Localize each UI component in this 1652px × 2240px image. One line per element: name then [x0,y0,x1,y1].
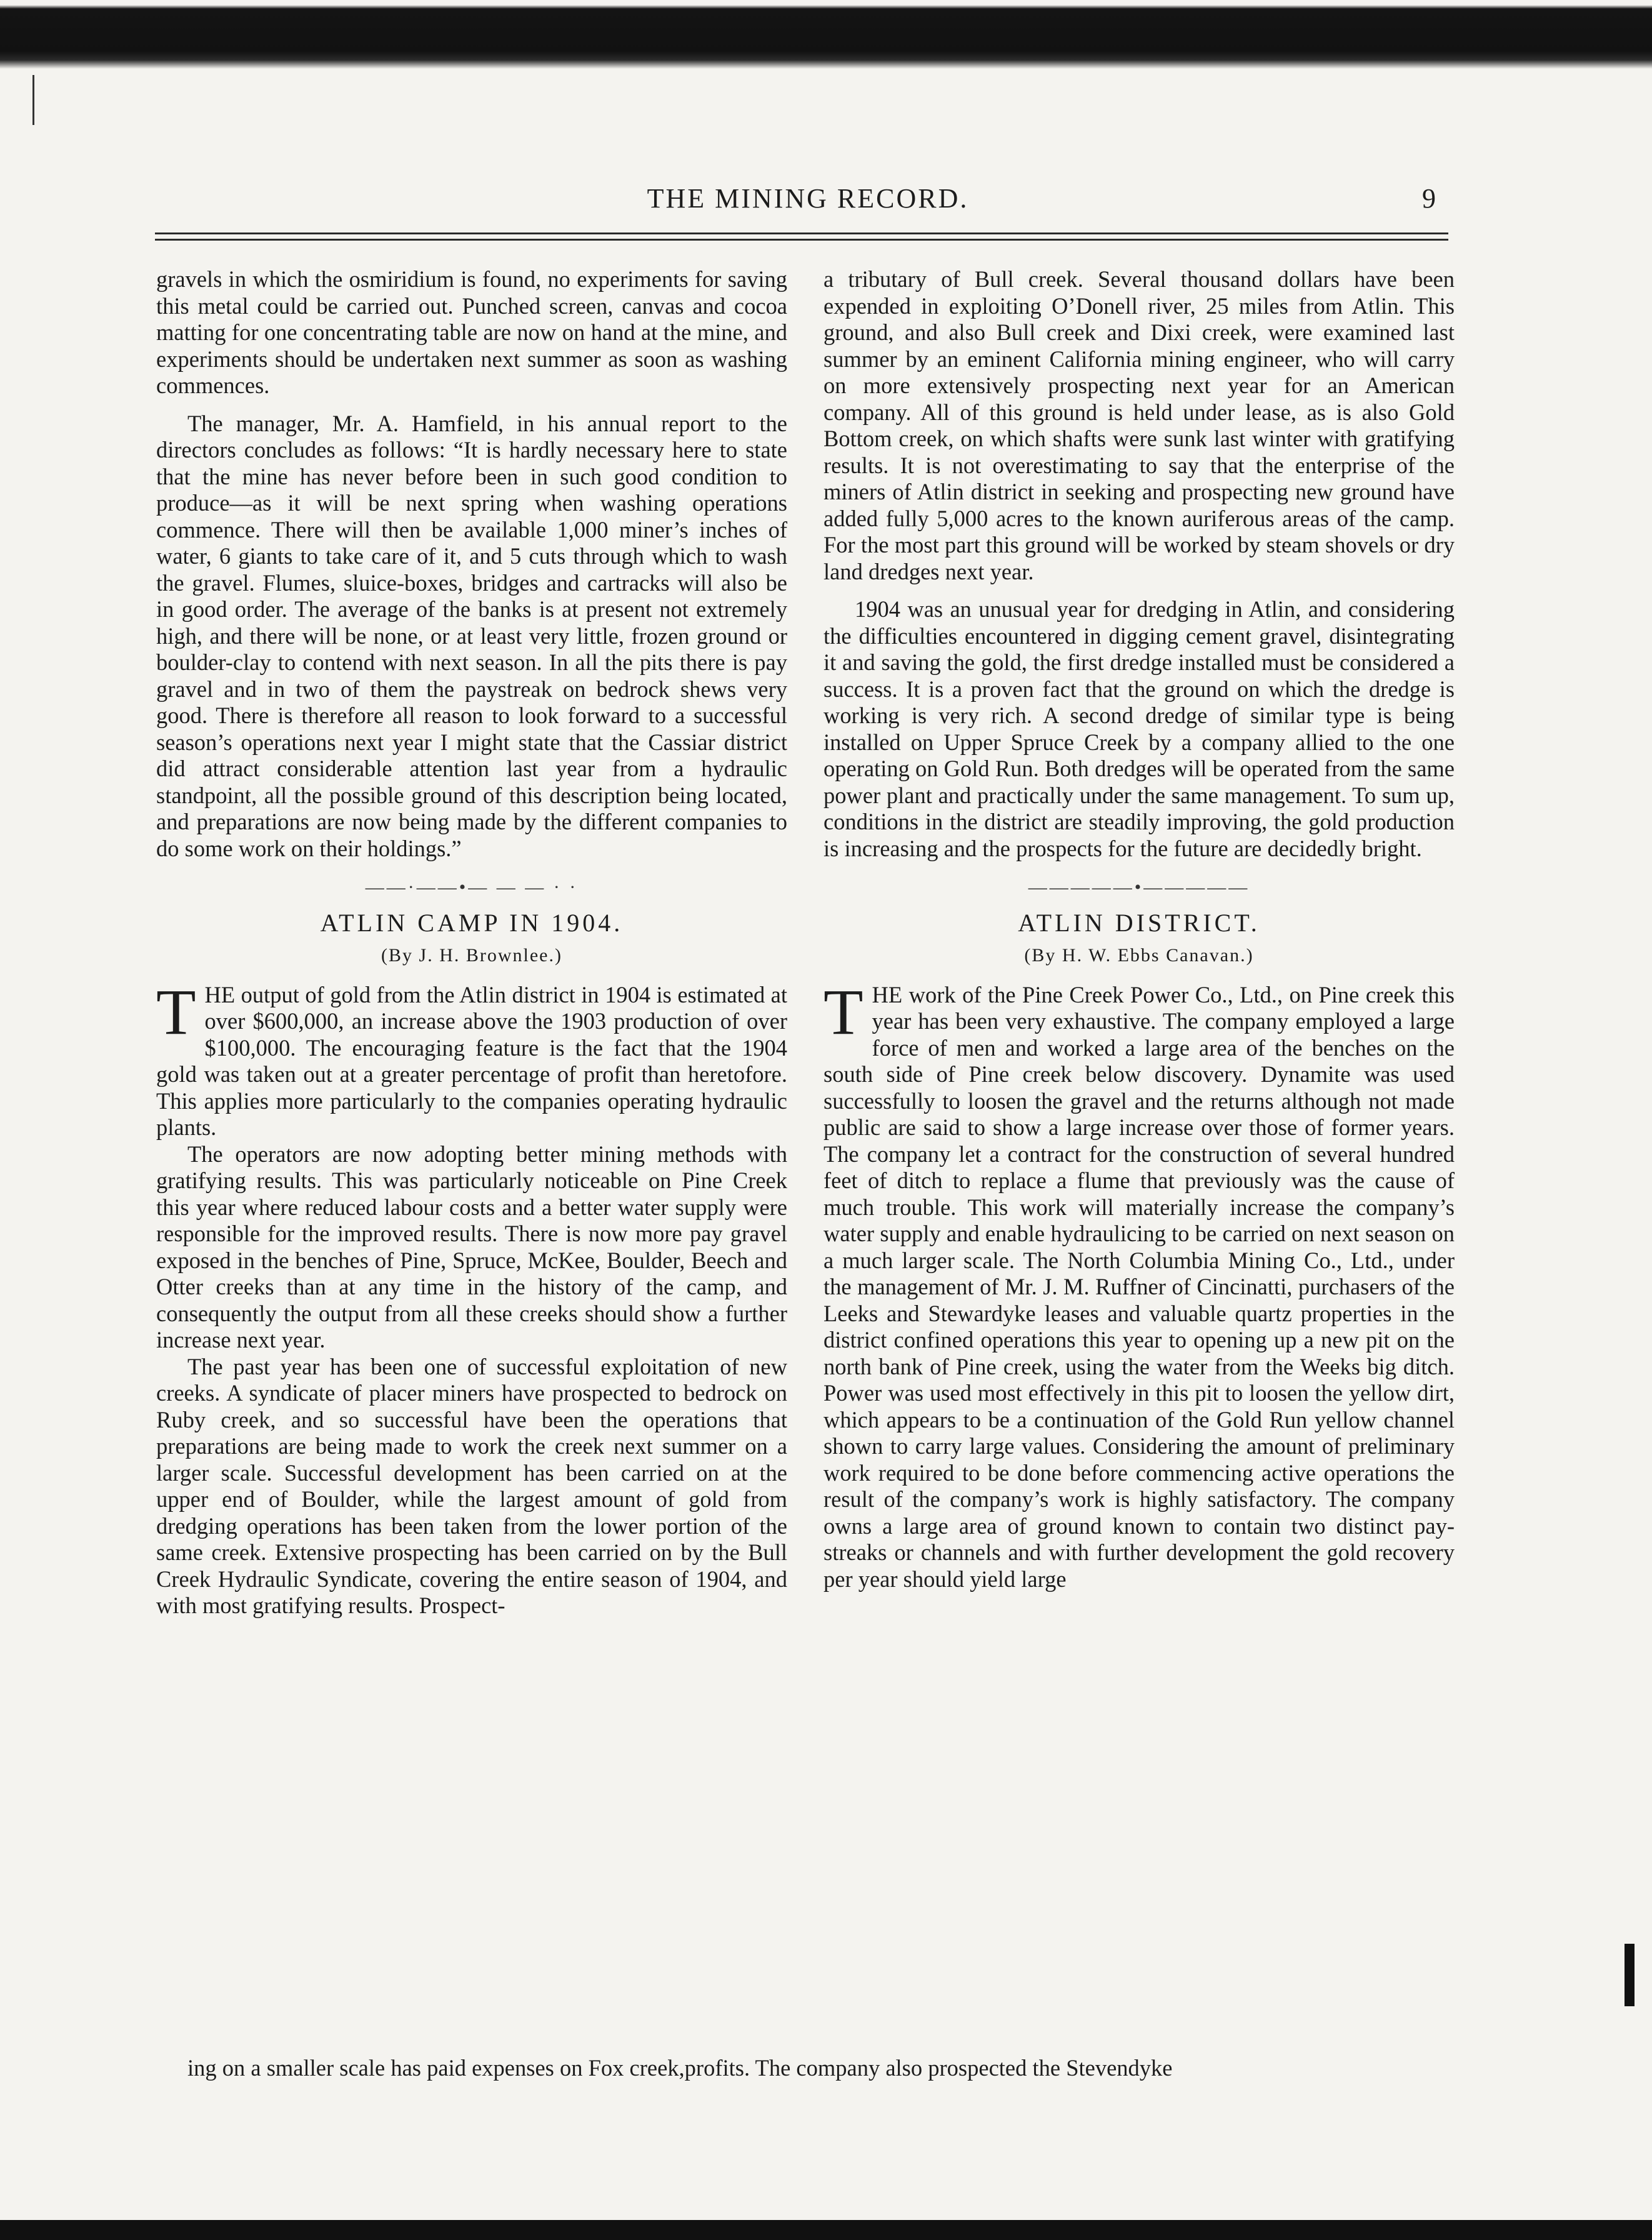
page-number: 9 [1422,183,1436,214]
left-paragraph: gravels in which the osmiridium is found, no experiments for saving this metal could be carried out. Punched screen, canvas and cocoa matting for one concentrating table are now on hand at the mine, and experiments should be undertaken next summer as soon as washing commences. [156,266,787,398]
dropcap: T [156,976,196,1048]
section-separator: —————•————— [1028,877,1250,898]
header-rule-top [155,232,1448,234]
page-header [155,182,1461,226]
left-last-line: ing on a smaller scale has paid expenses on Fox creek, [187,2055,685,2081]
running-title: THE MINING RECORD. [647,183,969,214]
scan-mark-left [32,75,38,125]
scan-border-top [0,0,1652,69]
right-last-line: profits. The company also prospected the Stevendyke [684,2055,1173,2081]
page-last-line [187,2055,1462,2082]
left-paragraph: The manager, Mr. A. Hamfield, in his annual report to the directors concludes as follows: “It is hardly necessary here to state that the mine has never before been in such good condition to produce—as it will be next spring when washing operations commence. There will then be available 1,000 miner’s inches of water, 6 giants to take care of it, and 5 cuts through which to wash the gravel. Flumes, sluice-boxes, bridges and cartracks will also be in good order. The average of the banks is at present not extremely high, and there will be none, or at least very little, frozen ground or boulder-clay to contend with next season. In all the pits there is pay gravel and in two of them the paystreak on bedrock shews very good. There is therefore all reason to look forward to a successful season’s operations next year I might state that the Cassiar district did attract considerable attention last year from a hydraulic standpoint, all the possible ground of this description being located, and preparations are now being made by the different companies to do some work on their holdings.” [156,410,787,861]
left-section-text: HE output of gold from the Atlin district in 1904 is estimated at over $600,000, an increase above the 1903 production of over $100,000. The encouraging feature is the fact that the 1904 gold was taken out at a greater percentage of profit than heretofore. This applies more particularly to the companies operating hydraulic plants. [156,981,787,1140]
header-rule-bottom [155,239,1448,241]
right-paragraph: 1904 was an unusual year for dredging in Atlin, and considering the difficulties encountered in digging cement gravel, disintegrating it and saving the gold, the first dredge installed must be considered a success. It is a proven fact that the ground on which the dredge is working is very rich. A second dredge of similar type is being installed on Upper Spruce Creek by a company allied to the one operating on Gold Run. Both dredges will be operated from the same power plant and practically under the same management. To sum up, conditions in the district are steadily improving, the gold production is increasing and the prospects for the future are decidedly bright. [824,596,1455,861]
scan-mark-right [1625,1944,1635,2006]
left-column [156,266,787,1619]
dropcap: T [824,976,863,1048]
scan-border-bottom [0,2220,1652,2240]
section-title-atlin-camp: ATLIN CAMP IN 1904. [320,908,624,937]
right-paragraph: a tributary of Bull creek. Several thousand dollars have been expended in exploiting O’Donell river, 25 miles from Atlin. This ground, and also Bull creek and Dixi creek, were examined last summer by an eminent California mining engineer, who will carry on more extensively prospecting next year for an American company. All of this ground is held under lease, as is also Gold Bottom creek, on which shafts were sunk last winter with gratifying results. It is not overestimating to say that the enterprise of the miners of Atlin district in seeking and prospecting new ground have added fully 5,000 acres to the known auriferous areas of the camp. For the most part this ground will be worked by steam shovels or dry land dredges next year. [824,266,1455,584]
section-title-atlin-district: ATLIN DISTRICT. [1018,908,1260,937]
right-section-text: HE work of the Pine Creek Power Co., Ltd., on Pine creek this year has been very exhaustive. The company employed a large force of men and worked a large area of the benches on the south side of Pine creek below discovery. Dynamite was used successfully to loosen the gravel and the returns although not made public are said to show a large increase over those of former years. The company let a contract for the construction of several hundred feet of ditch to replace a flume that previously was the cause of much trouble. This work will materially increase the company’s water supply and enable hydraulicing to be carried on next season on a much larger scale. The North Columbia Mining Co., Ltd., under the management of Mr. J. M. Ruffner of Cincinatti, purchasers of the Leeks and Stewardyke leases and valuable quartz properties in the district confined operations this year to opening up a new pit on the north bank of Pine creek, using the water from the Weeks big ditch. Power was used most effectively in this pit to loosen the yellow dirt, which appears to be a continuation of the Gold Run yellow channel shown to carry large values. Considering the amount of preliminary work required to be done before commencing active operations the result of the company’s work is highly satisfactory. The company owns a large area of ground known to contain two distinct pay-streaks or channels and with further development the gold recovery per year should yield large [824,981,1455,1592]
section-separator: ——·——•— — — · · [365,877,579,898]
section-byline: (By J. H. Brownlee.) [381,945,562,966]
section-byline: (By H. W. Ebbs Canavan.) [1024,945,1254,966]
left-section-paragraph: The past year has been one of successful exploitation of new creeks. A syndicate of placer miners have prospected to bedrock on Ruby creek, and so successful have been the operations that preparations are being made to work the creek next summer on a larger scale. Successful development has been carried on at the upper end of Boulder, while the largest amount of gold from dredging operations has been taken from the lower portion of the same creek. Extensive prospecting has been carried on by the Bull Creek Hydraulic Syndicate, covering the entire season of 1904, and with most gratifying results. Prospect- [156,1353,787,1618]
right-column [824,266,1455,1592]
left-section-paragraph [156,976,787,1141]
left-section-paragraph: The operators are now adopting better mining methods with gratifying results. This was particularly noticeable on Pine Creek this year where reduced labour costs and a better water supply were responsible for the improved results. There is now more pay gravel exposed in the benches of Pine, Spruce, McKee, Boulder, Beech and Otter creeks than at any time in the history of the camp, and consequently the output from all these creeks should show a further increase next year. [156,1141,787,1352]
right-section-paragraph [824,976,1455,1593]
